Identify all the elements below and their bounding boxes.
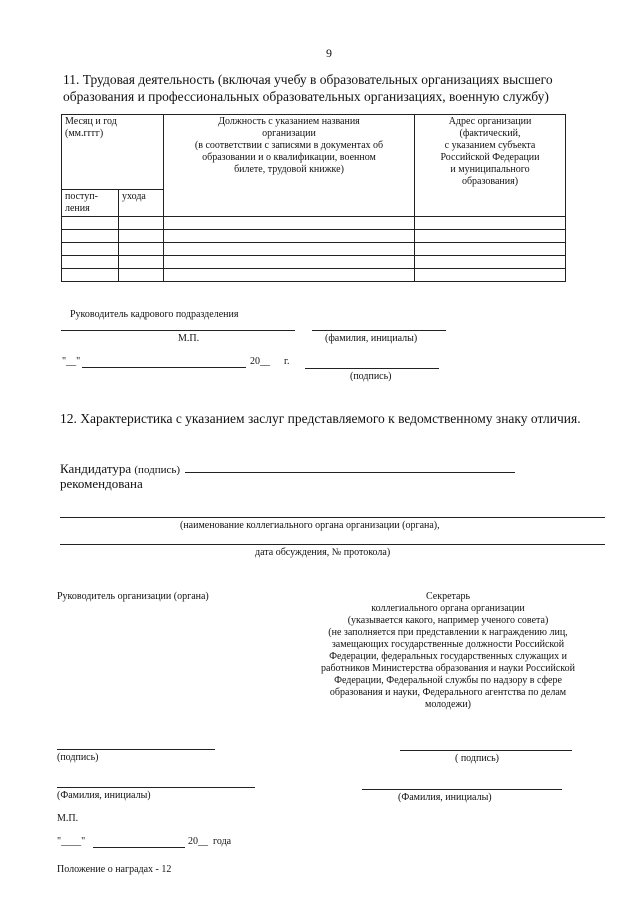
cell-end[interactable] [119, 217, 164, 230]
cell-address[interactable] [415, 217, 566, 230]
left-signature-caption: (подпись) [57, 752, 99, 763]
candidacy-line[interactable] [185, 472, 515, 473]
subheader-end: ухода [119, 190, 164, 217]
table-row [62, 217, 566, 230]
secretary-line: коллегиального органа организации [371, 603, 525, 614]
secretary-line: (не заполняется при представлении к награждению лиц, [328, 627, 568, 638]
cell-end[interactable] [119, 243, 164, 256]
cell-start[interactable] [62, 230, 119, 243]
left-signature-line[interactable] [57, 749, 215, 750]
cell-address[interactable] [415, 230, 566, 243]
final-date-line[interactable] [93, 847, 185, 848]
right-name-line[interactable] [362, 789, 562, 790]
cell-address[interactable] [415, 256, 566, 269]
secretary-block [308, 591, 588, 711]
right-signature-line[interactable] [400, 750, 572, 751]
secretary-line: работников Министерства образования и науки Российской [321, 663, 575, 674]
subheader-start: поступ- ления [62, 190, 119, 217]
hr-name-line [312, 330, 446, 331]
hr-head-label: Руководитель кадрового подразделения [70, 309, 239, 320]
recommended-label: рекомендована [60, 476, 143, 491]
secretary-line: Секретарь [425, 591, 471, 602]
hr-surname-caption: (фамилия, инициалы) [325, 333, 418, 344]
hr-year-suffix: г. [284, 356, 290, 367]
col-header-address: Адрес организации (фактический, с указанием субъекта Российской Федерации и муниципального образования) [415, 115, 566, 217]
cell-start[interactable] [62, 243, 119, 256]
employment-table [61, 114, 566, 282]
collegial-caption: (наименование коллегиального органа организации (органа), [180, 520, 440, 531]
cell-address[interactable] [415, 269, 566, 282]
cell-address[interactable] [415, 243, 566, 256]
left-name-caption: (Фамилия, инициалы) [57, 790, 151, 801]
cell-start[interactable] [62, 217, 119, 230]
collegial-line[interactable] [60, 517, 605, 518]
cell-start[interactable] [62, 269, 119, 282]
final-date-quote: "____" [57, 836, 86, 847]
cell-position[interactable] [164, 243, 415, 256]
hr-signature-caption: (подпись) [350, 371, 392, 382]
hr-signature-line[interactable] [305, 368, 439, 369]
candidacy-text: Кандидатура [60, 461, 132, 476]
hr-date-line[interactable] [82, 367, 246, 368]
discussion-line[interactable] [60, 544, 605, 545]
section-12-heading: 12. Характеристика с указанием заслуг представляемого к ведомственному знаку отличия. [60, 411, 581, 426]
right-signature-caption: ( подпись) [455, 753, 500, 764]
right-name-caption: (Фамилия, инициалы) [398, 792, 492, 803]
candidacy-sub: (подпись) [134, 464, 181, 476]
section-11-heading-line1: 11. Трудовая деятельность (включая учебу в образовательных организациях высшего [63, 72, 553, 87]
hr-date-quote: "__" [62, 356, 81, 367]
cell-position[interactable] [164, 230, 415, 243]
secretary-line: (указывается какого, например ученого совета) [347, 615, 549, 626]
hr-mp: М.П. [178, 333, 200, 344]
footer-note: Положение о наградах - 12 [57, 864, 172, 875]
table-row [62, 256, 566, 269]
cell-position[interactable] [164, 217, 415, 230]
hr-year: 20__ [250, 356, 270, 367]
final-year-suffix: года [213, 836, 232, 847]
footer-mp: М.П. [57, 813, 79, 824]
secretary-line: молодежи) [424, 699, 471, 710]
discussion-caption: дата обсуждения, № протокола) [255, 547, 391, 558]
final-year: 20__ [188, 836, 208, 847]
section-11-heading-line2: образования и профессиональных образовательных организациях, военную службу) [63, 89, 549, 104]
secretary-line: замещающих государственные должности Российской [331, 639, 565, 650]
table-row [62, 230, 566, 243]
secretary-line: образования и науки, Федерального агентства по делам [329, 687, 567, 698]
cell-start[interactable] [62, 256, 119, 269]
cell-position[interactable] [164, 269, 415, 282]
cell-end[interactable] [119, 256, 164, 269]
col-header-date: Месяц и год (мм.гггг) [62, 115, 164, 190]
secretary-line: Федерации, Федеральной службы по надзору в сфере [334, 675, 562, 686]
secretary-line: Федерации, федеральных государственных служащих и [329, 651, 567, 662]
org-head-label: Руководитель организации (органа) [57, 591, 209, 602]
left-name-line[interactable] [57, 787, 255, 788]
hr-head-line [61, 330, 295, 331]
cell-position[interactable] [164, 256, 415, 269]
cell-end[interactable] [119, 230, 164, 243]
table-row [62, 243, 566, 256]
table-row [62, 269, 566, 282]
col-header-position: Должность с указанием названия организации (в соответствии с записями в документах об образовании и о квалификации, военном билете, трудовой книжке) [164, 115, 415, 217]
cell-end[interactable] [119, 269, 164, 282]
page-number: 9 [326, 46, 332, 60]
